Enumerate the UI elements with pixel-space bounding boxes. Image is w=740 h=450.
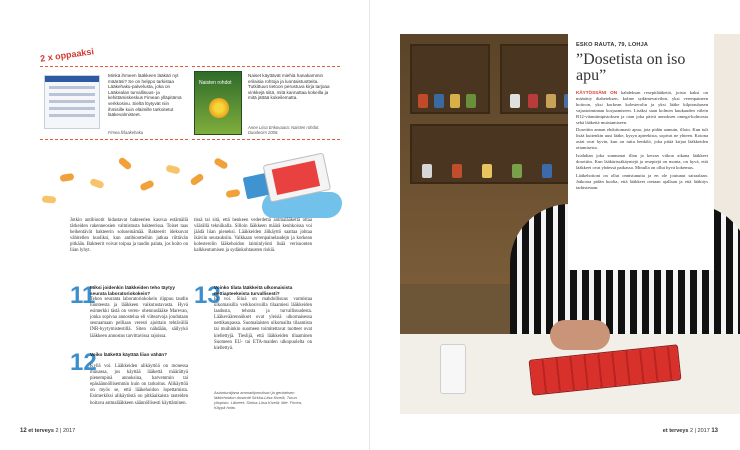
profile-card — [568, 34, 714, 270]
pill-icon — [139, 179, 155, 191]
question-heading: Voiko lääkettä käyttää liian vähän? — [90, 352, 168, 357]
fimea-website-thumbnail — [44, 75, 100, 129]
pill-icon — [89, 178, 105, 189]
page-number: 12 — [20, 428, 27, 434]
article-column-2 — [194, 218, 312, 256]
pill-icon — [59, 173, 74, 182]
flower-icon — [209, 98, 229, 118]
question-answer: Et voi. Siinä on mahdollisuus varmistaa ulkomaisilla verkkosivuilla tilaamiesi lääkkeiden laadusta, tehosta ja turvallisuudesta. Lääkeväärennökset ovat yleisiä ulkomaisessa nettikaupassa. Suomalaisten ulkomailta tilaamista tai muihinkin suomeen toimitettavat tuotteet ovat kiellettyjä. Tieslijä, että lääkkeiden tilaaminen Suomeen EU- tai ETA-maiden ulkopuolelta on kiellettyä. — [214, 297, 312, 351]
question-answer: Kyllä voi. Lääkkeiden alikäyttöä on monessa muuassa, jos käyttää lääkettä määrättyä pienempinä annoksina, harvemmin tai epäsäännöllisemmin kuin on tarkoitus. Alikäyttöä on myös se, että lääkehoidon lopettamista. Esimerkiksi alikäytöstä on pitkäaikaista rasteiden hoitava astmalääkkeen säännöllisesti käyttäminen. — [90, 364, 188, 406]
magazine-name: et terveys — [662, 428, 689, 434]
medicine-bottle-icon — [440, 344, 466, 394]
question-heading: Voinko tilata lääkkeitä ulkomaisista nettiapteekeista turvallisesti? — [214, 285, 293, 296]
profile-title: ”Dosetista on iso apu” — [576, 51, 686, 84]
pill-icon — [225, 189, 240, 198]
pill-icon — [213, 157, 229, 170]
issue-label: 2 | 2017 — [690, 428, 710, 434]
pill-icon — [189, 173, 204, 187]
book-cover-thumbnail — [194, 71, 242, 135]
pill-icon — [117, 156, 132, 170]
profile-paragraph: Lääkehoitoni on ollut onnistunutta ja en ole joutunut sairaalaan. Jatkossa pidän huolta, että lääkkeet otetaan ajallaan ja että lääkitys tarkistetaan. — [576, 172, 708, 190]
pill-icon — [42, 195, 57, 203]
article-paragraph: tissä tai sitä, että henkeen vederdettä antmalääkettä ottaa väärällä tekniikalla. Silloin lääkkeen määrä keuhkoissa voi jäädä liian pieneksi. Lääkkeiden älikäyttö saattaa johtaa ikäviin seurauksiin. Valkkaan verenpainelaudejn ja korkean kolesterolin lääkehoidon laiminlyönti lisää verisuonten kalkkeutumisen ja sydänkohtausten riskiä. — [194, 218, 312, 254]
tips-label: 2 x oppaaksi — [39, 46, 95, 64]
profile-name: ESKO RAUTA, 79, LOHJA — [576, 42, 649, 48]
question-answer: Tehon seuranta laboratoriokokein riippuu taudin luonteesta ja lääkkeen vaikutustavasta. Hyvä esimerkki tästä on veren- ohennuslääke Marevan, jonka sopivaa annostelua eli viitearvoja joudutaan seuraamaan pelliaan veresti ajoittain tehtävällä INR-hyytymistestillä. Siten nähdään, säilyykö lääkkeen annostus tarvittavissa rajoissa. — [90, 297, 188, 339]
question-number: 13 — [194, 282, 221, 309]
issue-label: 2 | 2017 — [55, 428, 76, 434]
tip-fimea-source: Fimea.fi/laakehaku — [108, 130, 144, 135]
question-heading: Miksi joidenkin lääkkeiden teho täytyy seurata laboratoriokokein? — [90, 285, 175, 296]
tip-book-source: Anne Liisa Enkovaara: Naisten rohdot. Duodecim 2008. — [248, 125, 320, 135]
article-column-1 — [70, 218, 188, 256]
profile-paragraph: KÄYTÖSSÄNI ON kahdeksan reseptilääkettä, joista kaksi on määrätty diabeteksen, kolme sydämevaivihin, yksi verenpaineen hoitoon, yksi korkean kolesterolin ja yksi lääke kilpirauhasen vajaatoiminnan korjaamiseen. Lisäksi saan kolmen kuukauden välein B12-vitamiinipistoksen ja otan joka päivä annoksen omega-kolmosta sekä lääkettä muistamiseen. — [576, 90, 708, 125]
question-number: 11 — [70, 282, 96, 309]
folio-right — [663, 428, 718, 434]
pill-icon — [165, 164, 180, 174]
question-number: 12 — [70, 349, 97, 376]
folio-left — [20, 428, 75, 434]
book-cover-title: Naisten rohdot — [199, 80, 232, 86]
profile-paragraph: Dosettiin annan ehdottomasti apua, jota pidän aamuin, illoin. Kun tuli lisää kuitenkin uusi lääke, kysyn apteekista, sopivat ne yhteen. Kotona asiat ovat hyvin, kun on tuttu henkilö, joka pitää kirjaa lääkkeiden ottamisesta. — [576, 127, 708, 151]
page-number: 13 — [711, 428, 718, 434]
tip-book-text: Naiset käyttävät miehiä hanakammin erilaisia rohtoja ja luontaistuotteita. Tutkittuun tietoon perustuva kirja tarjoaa vinkkejä siitä, mitä kannattaa kokeilla ja mitä jättää kokeilematta. — [248, 73, 330, 101]
profile-body — [576, 90, 708, 193]
profile-lead: KÄYTÖSSÄNI ON — [576, 90, 618, 95]
tip-fimea-text: Minkä ihmeen lääkkeen lääkäri nyt määräsi? Se on helppo tarkistaa Lääkehaku-palvelusta, joka on Lääkealan turvallisuus- ja kehittämiskeskus Fimean ylläpitämä verkkosivu. Sieltä löytyvät niin ihmisille kuin eläimille tarkoitetut lääkevalmisteet. — [108, 73, 182, 118]
profile-paragraph: Isiahdian joka sunnuntai illan ja kerran viikon aikana lääkkeet dosettiin. Kun lääkärissäkäyntejä ja reseptejä on monta, on hyvä, että lääkkeet ovat yhdessä paikassa. Minulla on ollut hyvä kokemus. — [576, 153, 708, 170]
magazine-name: et terveys — [28, 428, 54, 434]
article-paragraph: Jotkin antibiootit hidastavat bakteerien kasvua estämällä tärkeiden rakenneosien valmistusta bakteerissa. Toiset taas heikentävät bakteerin soluseinämää. Bakteerit ideksuvat vähitellen kuoliksi, kun antibiootteihin jatkua riittävän pitkään. Bakteerit voivat toipua ja taudin palata, jos hoito on liian lyhyt. — [70, 218, 188, 254]
sources-note: Asiantuntijana ammattiproviisori ja geriatrisen lääkehoidon dosentti Sirkka-Liisa Kivelä, Turun yliopisto. Lähteet: Sirkka-Liisa Kivelä: Mie. Fimea, Käypä hoito. — [214, 390, 303, 410]
tip-fimea — [40, 66, 188, 140]
tip-book — [192, 66, 340, 140]
